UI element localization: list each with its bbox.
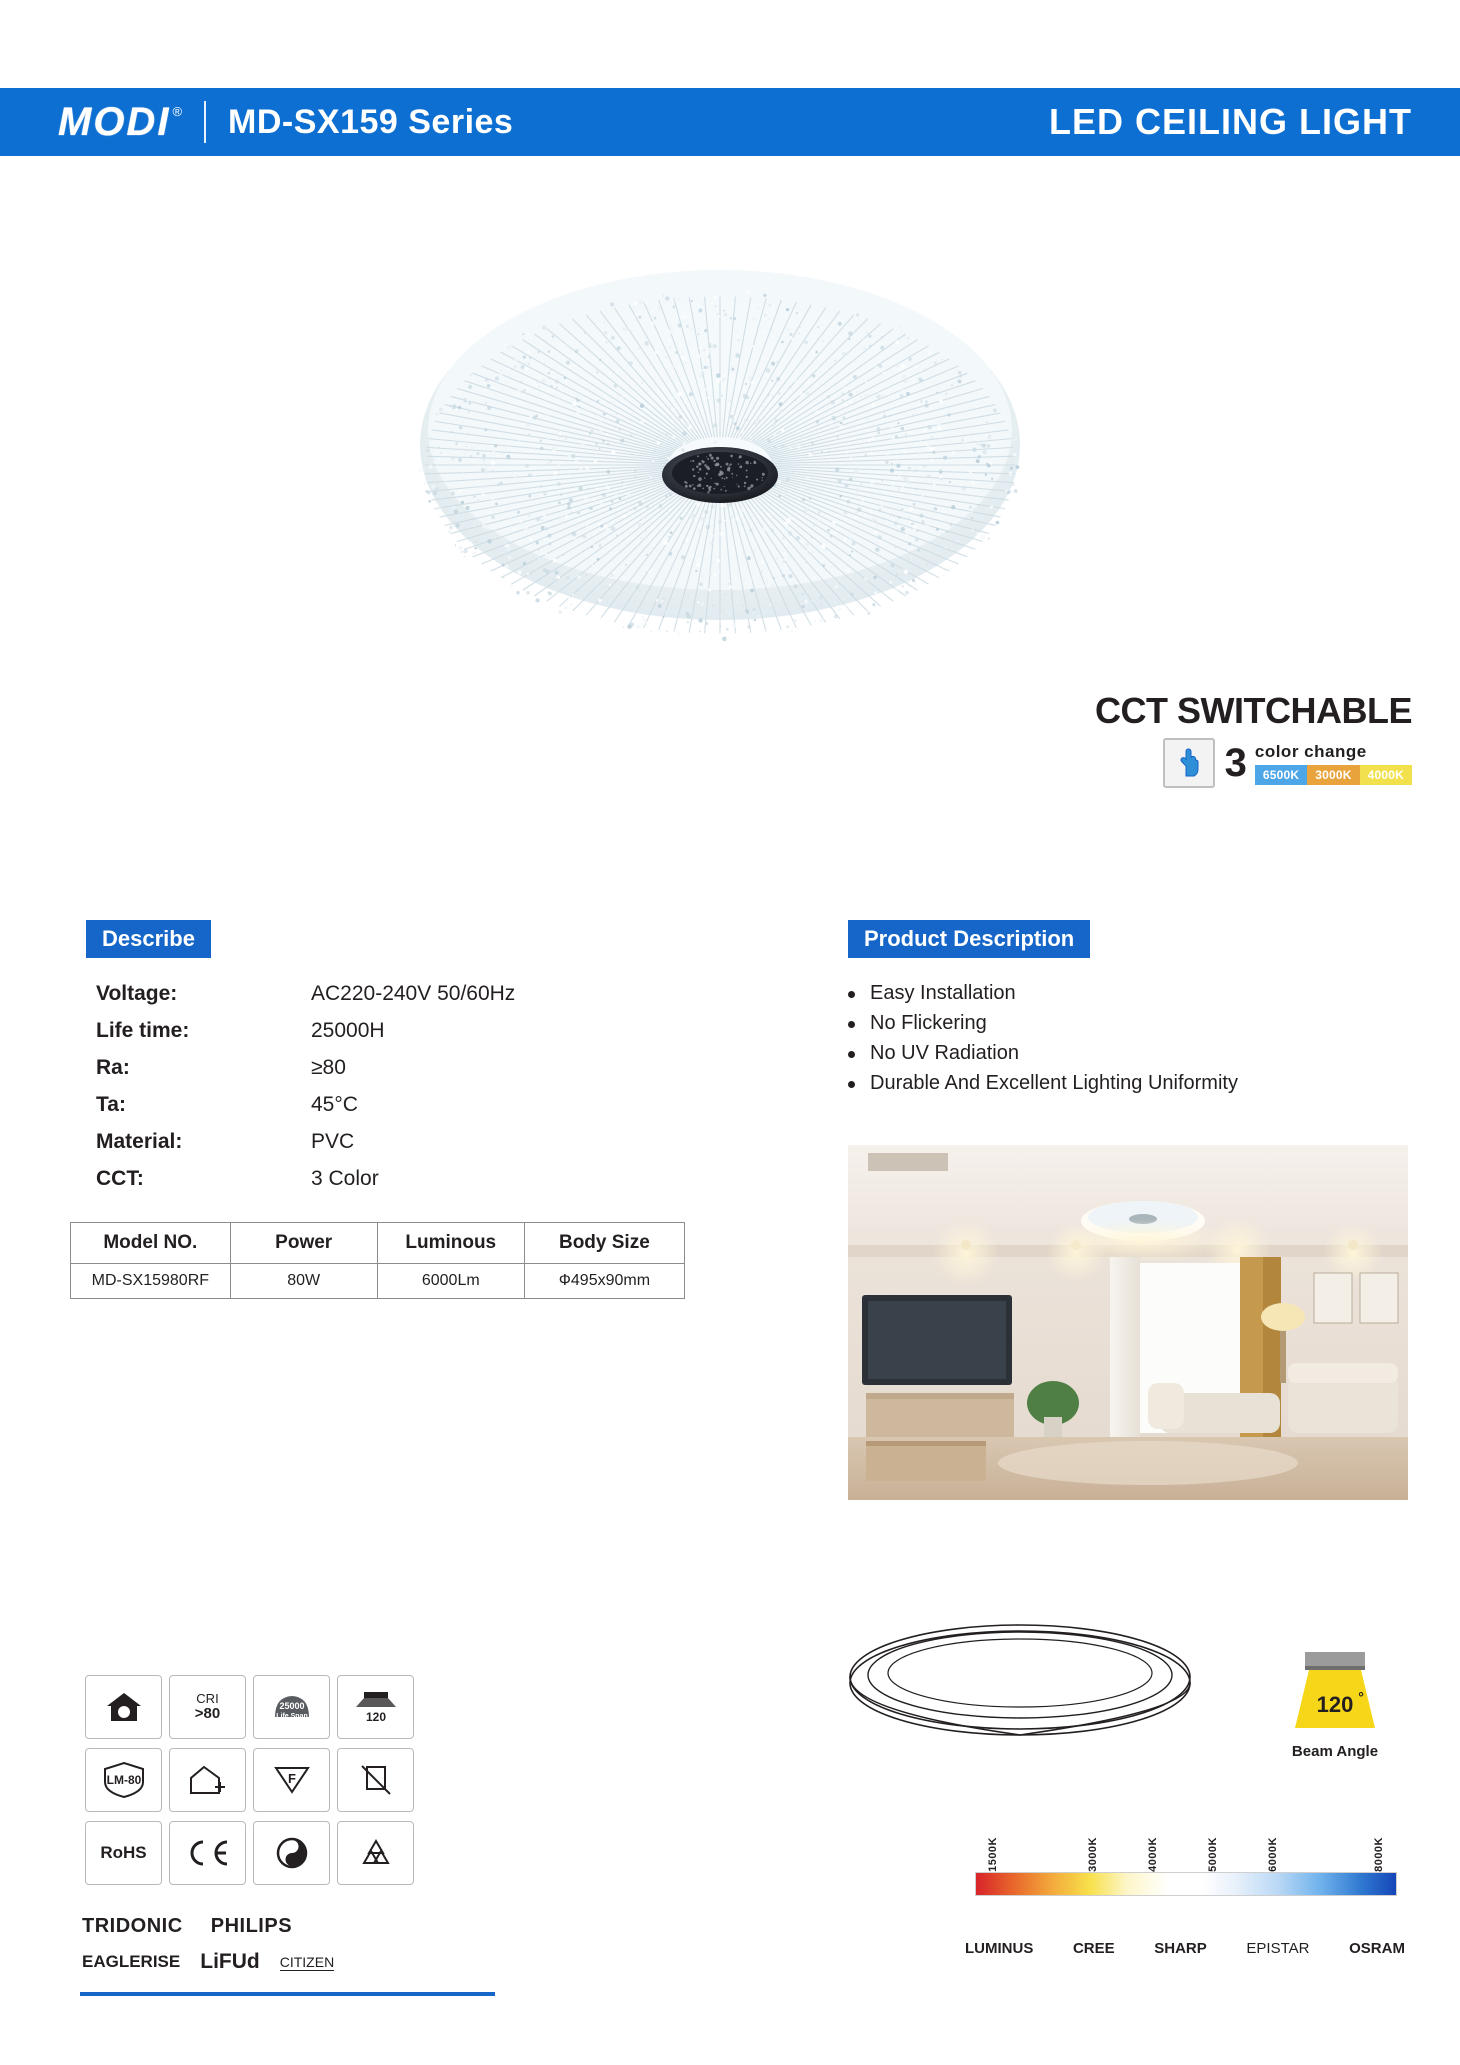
chip-brand-row <box>965 1940 1405 1957</box>
brand-eaglerise: EAGLERISE <box>82 1952 181 1971</box>
spec-row <box>96 982 736 1006</box>
spec-row <box>96 1130 736 1154</box>
f-mark-icon <box>253 1748 330 1812</box>
brand-logo-text: MODI <box>58 99 171 144</box>
lamp-outline-drawing <box>845 1615 1195 1755</box>
svg-text:°: ° <box>1358 1689 1364 1705</box>
spec-value: 3 Color <box>311 1167 379 1190</box>
kelvin-tick: 4000K <box>1147 1837 1159 1872</box>
spec-list <box>96 982 736 1204</box>
footer-rule <box>80 1992 495 1996</box>
spec-row <box>96 1167 736 1191</box>
table-header-cell: Model NO. <box>71 1223 231 1264</box>
registered-trademark-icon: ® <box>172 103 183 119</box>
brand-lifud: LiFUd <box>200 1950 260 1973</box>
table-cell: MD-SX15980RF <box>71 1264 231 1299</box>
table-cell: Ф495x90mm <box>524 1264 684 1299</box>
kelvin-tick: 5000K <box>1207 1837 1219 1872</box>
list-item: No UV Radiation <box>848 1042 1408 1065</box>
spec-key: Ta: <box>96 1093 126 1116</box>
spec-value: PVC <box>311 1130 355 1153</box>
house-plus-icon <box>169 1748 246 1812</box>
list-item: No Flickering <box>848 1012 1408 1035</box>
hand-press-icon <box>1163 738 1215 788</box>
ce-icon <box>169 1821 246 1885</box>
brand-citizen: CITIZEN <box>279 1953 335 1970</box>
table-cell: 6000Lm <box>377 1264 524 1299</box>
brand-osram: OSRAM <box>1349 1940 1405 1957</box>
table-row <box>71 1264 685 1299</box>
table-header-cell: Body Size <box>524 1223 684 1264</box>
spec-key: Life time: <box>96 1019 190 1042</box>
table-cell: 80W <box>230 1264 377 1299</box>
describe-section-tag: Describe <box>86 920 211 958</box>
product-description-section-tag: Product Description <box>848 920 1090 958</box>
brand-epistar: EPISTAR <box>1246 1940 1310 1957</box>
table-header-row <box>71 1223 685 1264</box>
spec-row <box>96 1093 736 1117</box>
spec-row <box>96 1019 736 1043</box>
cct-switchable-badge <box>1052 690 1412 788</box>
product-hero-image <box>395 230 1045 650</box>
spec-key: Voltage: <box>96 982 178 1005</box>
spec-row <box>96 1056 736 1080</box>
spec-value: AC220-240V 50/60Hz <box>311 982 516 1005</box>
brand-logo <box>58 100 182 145</box>
cri-label: CRI <box>196 1691 219 1707</box>
spec-key: Material: <box>96 1130 183 1153</box>
kelvin-gradient-bar <box>975 1872 1397 1896</box>
product-description-list <box>848 982 1408 1102</box>
cri-icon <box>169 1675 246 1739</box>
model-spec-table <box>70 1222 685 1299</box>
svg-text:25000: 25000 <box>278 1701 305 1711</box>
spec-value: 45°C <box>311 1093 358 1116</box>
cct-chip-6500k: 6500K <box>1255 765 1307 785</box>
brand-philips: PHILIPS <box>210 1915 293 1937</box>
brand-sharp: SHARP <box>1154 1940 1207 1957</box>
recycle-triangle-icon <box>337 1821 414 1885</box>
certification-icon-grid <box>85 1675 412 1885</box>
lm80-icon <box>85 1748 162 1812</box>
brand-tridonic: TRIDONIC <box>82 1915 183 1937</box>
kelvin-scale <box>975 1800 1395 1896</box>
rohs-label: RoHS <box>100 1843 147 1862</box>
svg-text:LM-80: LM-80 <box>106 1773 141 1787</box>
kelvin-tick: 6000K <box>1267 1837 1279 1872</box>
kelvin-tick-labels <box>975 1800 1395 1872</box>
product-type-title: LED CEILING LIGHT <box>1049 101 1412 142</box>
list-item: Easy Installation <box>848 982 1408 1005</box>
svg-text:F: F <box>287 1771 296 1786</box>
rohs-icon <box>85 1821 162 1885</box>
beam-angle-block <box>1285 1650 1385 1760</box>
kelvin-tick: 3000K <box>1087 1837 1099 1872</box>
spec-value: ≥80 <box>311 1056 346 1079</box>
driver-brand-row-2 <box>82 1950 354 1974</box>
spec-key: CCT: <box>96 1167 144 1190</box>
cri-value: >80 <box>194 1704 221 1722</box>
table-header-cell: Power <box>230 1223 377 1264</box>
lifespan-icon <box>253 1675 330 1739</box>
recycle-arrows-icon <box>253 1821 330 1885</box>
driver-brand-row-1 <box>82 1915 314 1938</box>
page-header <box>0 88 1460 156</box>
cct-count: 3 <box>1224 741 1247 785</box>
cct-chip-4000k: 4000K <box>1360 765 1412 785</box>
beam-angle-icon <box>337 1675 414 1739</box>
cct-chip-list <box>1255 765 1412 785</box>
kelvin-tick: 8000K <box>1373 1837 1385 1872</box>
header-divider <box>204 101 206 143</box>
brand-cree: CREE <box>1072 1940 1115 1957</box>
svg-text:120: 120 <box>1316 1692 1354 1717</box>
indoor-use-icon <box>85 1675 162 1739</box>
cct-subtitle: color change <box>1254 741 1367 761</box>
application-room-photo <box>848 1145 1408 1500</box>
spec-value: 25000H <box>311 1019 385 1042</box>
brand-luminus: LUMINUS <box>965 1940 1034 1957</box>
svg-text:Life Span: Life Span <box>275 1713 308 1720</box>
series-title: MD-SX159 Series <box>228 102 514 141</box>
cct-chip-3000k: 3000K <box>1307 765 1359 785</box>
table-header-cell: Luminous <box>377 1223 524 1264</box>
list-item: Durable And Excellent Lighting Uniformity <box>848 1072 1408 1095</box>
no-dimming-icon <box>337 1748 414 1812</box>
cct-title: CCT SWITCHABLE <box>1095 690 1412 731</box>
beam-angle-label: Beam Angle <box>1291 1743 1379 1760</box>
svg-text:120: 120 <box>365 1710 386 1724</box>
spec-key: Ra: <box>96 1056 130 1079</box>
kelvin-tick: 1500K <box>987 1837 999 1872</box>
